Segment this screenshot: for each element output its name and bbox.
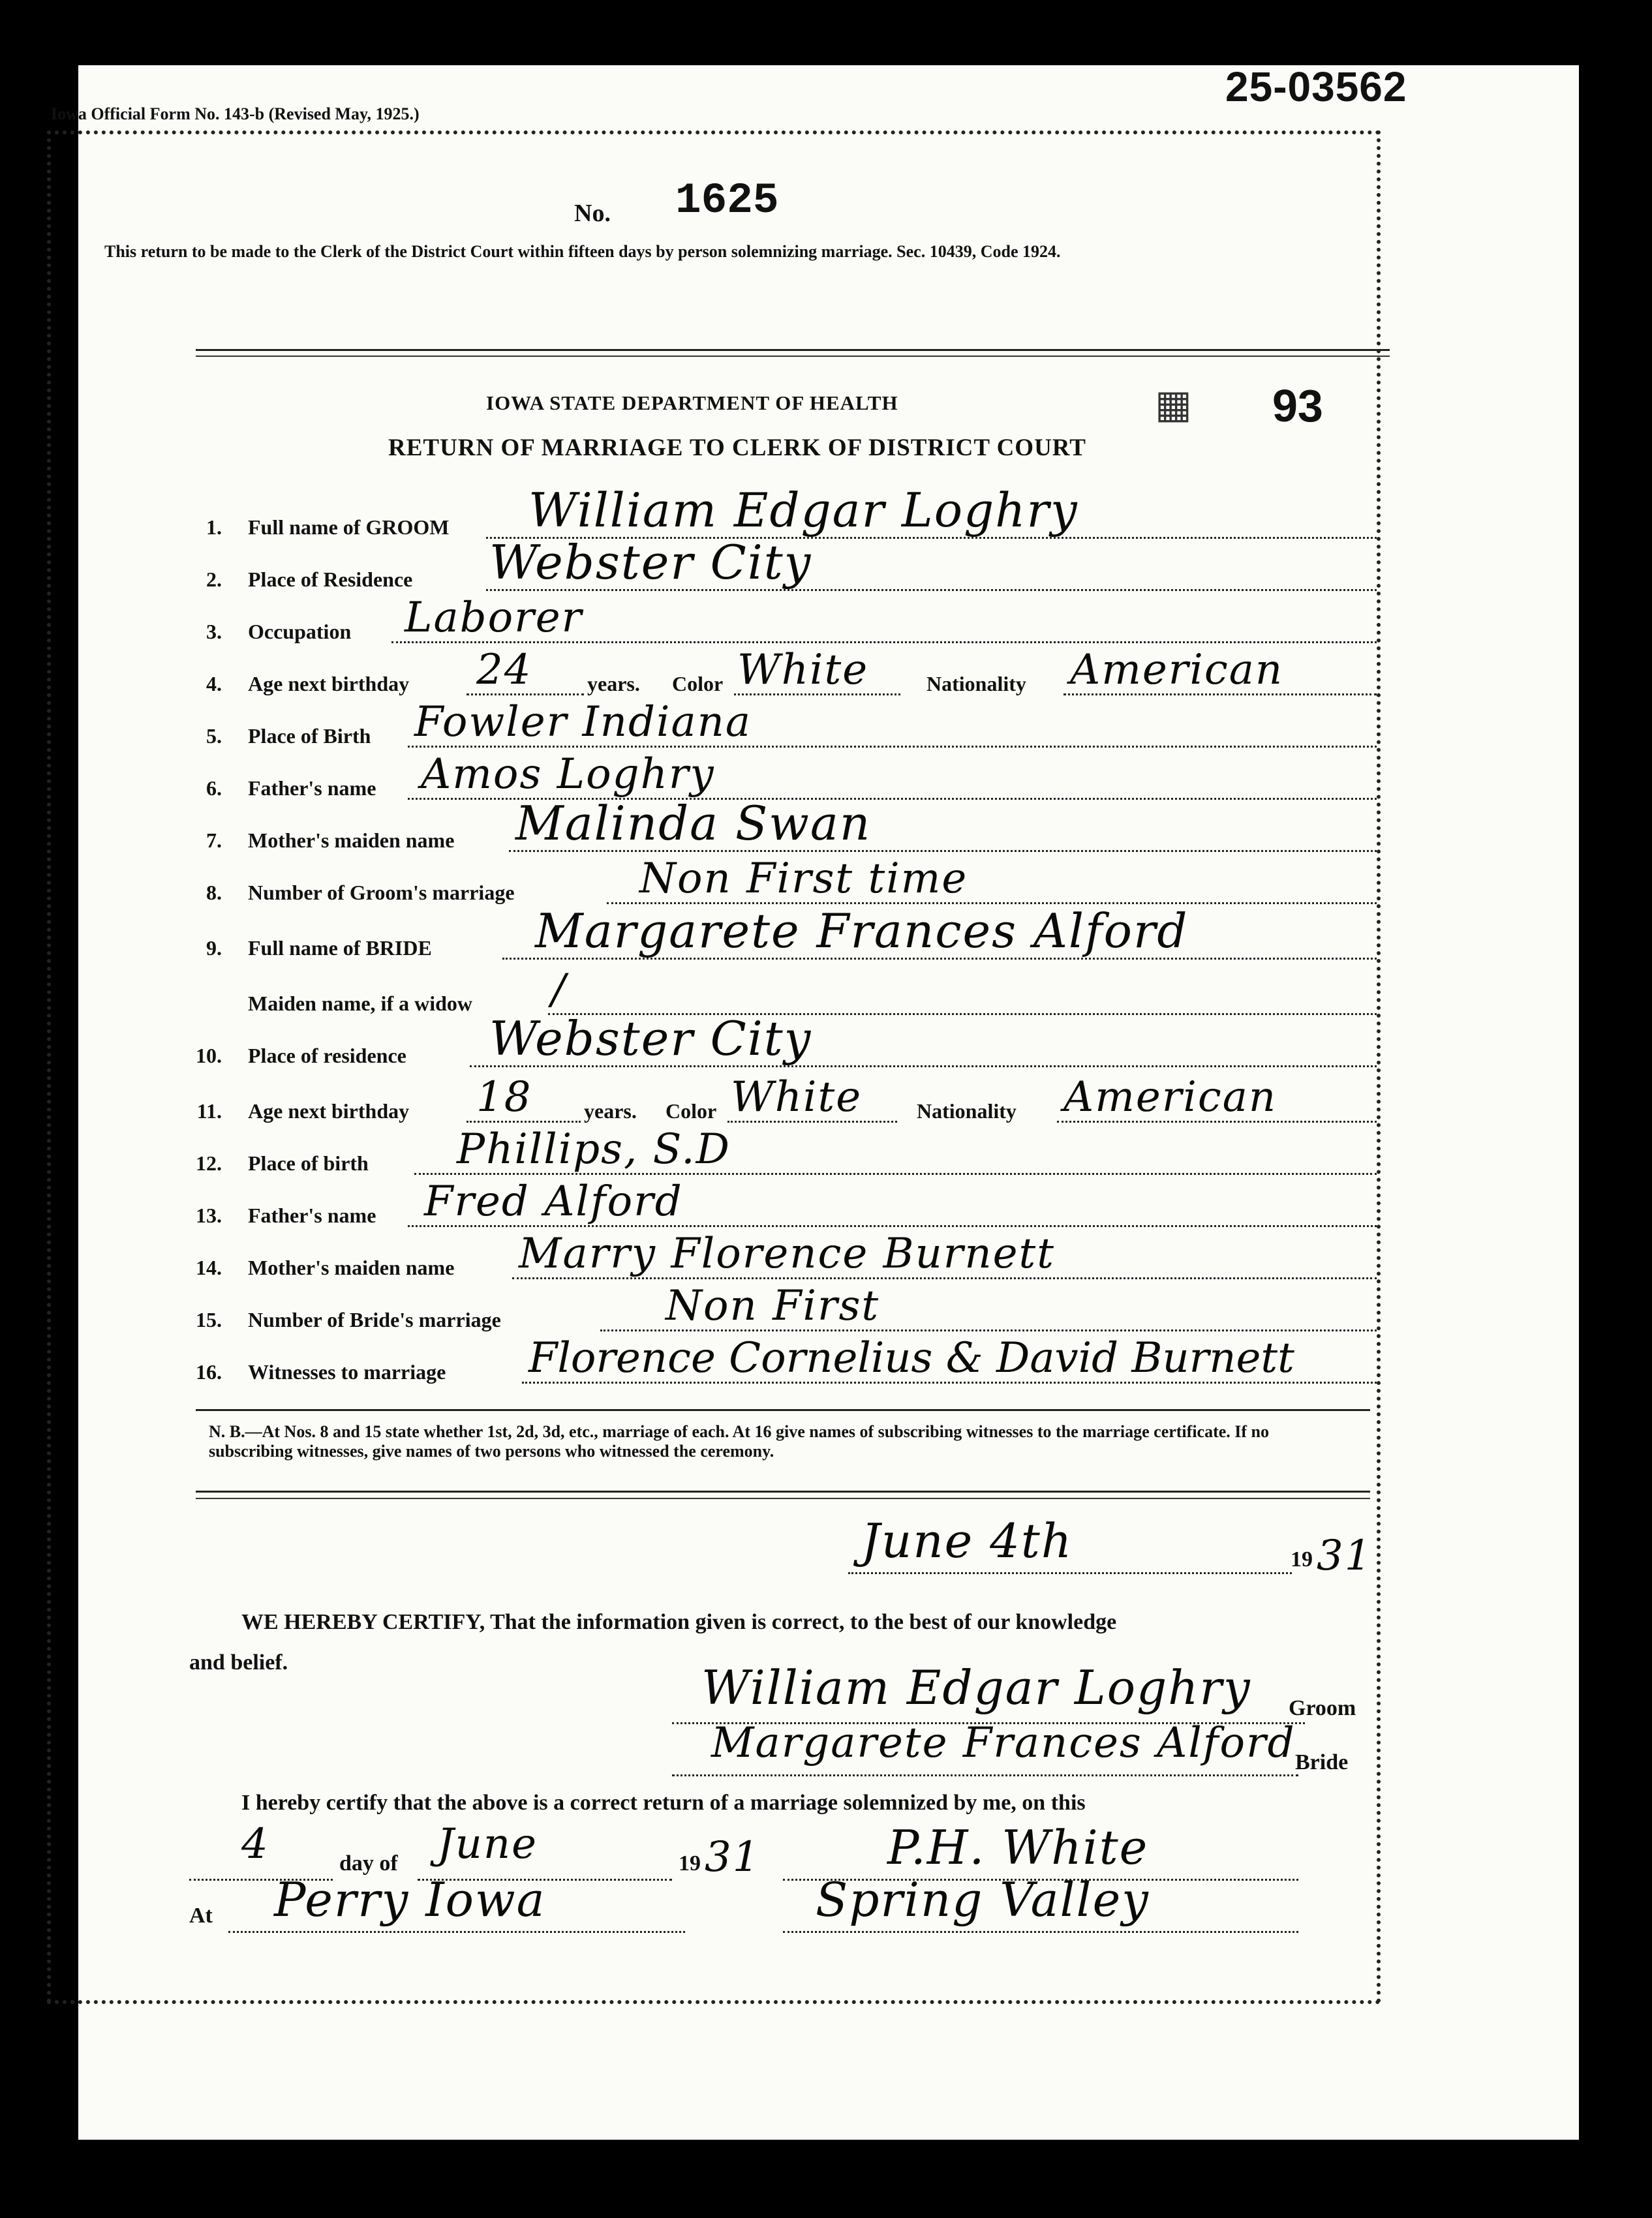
field-label: Maiden name, if a widow bbox=[248, 992, 472, 1015]
form-id: Iowa Official Form No. 143-b (Revised May, 1925.) bbox=[51, 104, 420, 123]
year-prefix: 19 bbox=[1291, 1547, 1313, 1572]
field-label: Place of birth bbox=[248, 1151, 369, 1175]
field-value: Margarete Frances Alford bbox=[535, 904, 1189, 958]
bride-signature: Margarete Frances Alford bbox=[711, 1719, 1296, 1767]
day-label: day of bbox=[339, 1851, 398, 1876]
nationality-label: Nationality bbox=[917, 1099, 1017, 1123]
field-label: Place of Residence bbox=[248, 568, 413, 591]
groom-color: White bbox=[737, 646, 869, 694]
field-value: Non First bbox=[665, 1282, 880, 1330]
month-value: June bbox=[437, 1820, 538, 1868]
field-number: 16. bbox=[196, 1360, 222, 1384]
groom-signature: William Edgar Loghry bbox=[701, 1660, 1251, 1715]
at-label: At bbox=[189, 1904, 213, 1928]
field-value: Webster City bbox=[489, 535, 812, 590]
field-label: Place of residence bbox=[248, 1044, 406, 1067]
divider bbox=[196, 356, 1390, 357]
place-value: Perry Iowa bbox=[274, 1872, 546, 1927]
officiant-signature: P.H. White bbox=[887, 1820, 1149, 1875]
year2-suffix: 31 bbox=[705, 1833, 761, 1881]
field-label: Number of Groom's marriage bbox=[248, 881, 515, 904]
field-value: Fowler Indiana bbox=[414, 698, 752, 746]
color-label: Color bbox=[665, 1099, 717, 1123]
field-value: Phillips, S.D bbox=[457, 1125, 731, 1174]
divider bbox=[196, 1409, 1370, 1411]
divider bbox=[196, 1491, 1370, 1493]
bride-label: Bride bbox=[1295, 1750, 1349, 1774]
field-value: Non First time bbox=[639, 855, 968, 903]
year2-prefix: 19 bbox=[679, 1851, 701, 1876]
groom-label: Groom bbox=[1289, 1696, 1356, 1720]
field-label: Occupation bbox=[248, 620, 352, 643]
date-line bbox=[848, 1572, 1292, 1574]
field-value: Laborer bbox=[405, 594, 583, 642]
field-value: Malinda Swan bbox=[515, 796, 872, 851]
field-label: Father's name bbox=[248, 776, 376, 800]
field-value: Amos Loghry bbox=[421, 750, 715, 798]
certify-statement: WE HEREBY CERTIFY, That the information given is correct, to the best of our knowledge bbox=[241, 1610, 1117, 1634]
years-label: years. bbox=[584, 1099, 637, 1123]
place2-value: Spring Valley bbox=[816, 1872, 1150, 1927]
field-groom-residence bbox=[189, 535, 1377, 601]
field-bride-birthplace bbox=[189, 1125, 1377, 1185]
certification-date: June 4th bbox=[861, 1513, 1073, 1568]
form-title: RETURN OF MARRIAGE TO CLERK OF DISTRICT COURT bbox=[388, 434, 1086, 461]
field-number: 5. bbox=[206, 724, 222, 748]
place2-line bbox=[783, 1931, 1298, 1933]
divider bbox=[196, 349, 1390, 351]
number-label: No. bbox=[574, 200, 611, 227]
bride-nationality: American bbox=[1063, 1073, 1277, 1121]
bride-color: White bbox=[731, 1073, 863, 1121]
field-number: 2. bbox=[206, 568, 222, 591]
number-value: 1625 bbox=[675, 176, 779, 225]
field-number: 4. bbox=[206, 672, 222, 695]
field-value: Fred Alford bbox=[424, 1177, 683, 1226]
stamp-number: 93 bbox=[1272, 380, 1323, 431]
stamp-mark: ▦ bbox=[1155, 383, 1192, 426]
field-value: Webster City bbox=[489, 1011, 812, 1066]
field-groom-age-color-nationality bbox=[189, 646, 1377, 706]
groom-nationality: American bbox=[1070, 646, 1284, 694]
divider bbox=[196, 1498, 1370, 1499]
nationality-label: Nationality bbox=[926, 672, 1026, 695]
field-witnesses bbox=[189, 1334, 1377, 1394]
filing-instructions: This return to be made to the Clerk of the District Court within fifteen days by person solemnizing marriage. Sec. 10439, Code 1924. bbox=[104, 242, 1061, 261]
signature-line bbox=[672, 1774, 1298, 1776]
field-bride-residence bbox=[189, 1011, 1377, 1078]
field-label: Place of Birth bbox=[248, 724, 371, 748]
field-label: Mother's maiden name bbox=[248, 1256, 455, 1279]
field-number: 6. bbox=[206, 776, 222, 800]
field-number: 15. bbox=[196, 1308, 222, 1331]
field-number: 11. bbox=[196, 1099, 222, 1123]
department-heading: IOWA STATE DEPARTMENT OF HEALTH bbox=[486, 391, 898, 414]
instructions-note: N. B.—At Nos. 8 and 15 state whether 1st, 2d, 3d, etc., marriage of each. At 16 give names of subscribing witnesses to the marriage certificate. If no subscribing witnesses, give names of two persons who witnessed the ceremony. bbox=[209, 1422, 1270, 1461]
bride-age: 18 bbox=[476, 1073, 532, 1121]
field-value: William Edgar Loghry bbox=[528, 483, 1078, 538]
place-line bbox=[228, 1931, 685, 1933]
field-label: Witnesses to marriage bbox=[248, 1360, 446, 1384]
field-bride-name bbox=[189, 904, 1377, 970]
field-value: Marry Florence Burnett bbox=[519, 1230, 1055, 1278]
field-label: Age next birthday bbox=[248, 1099, 410, 1123]
field-value: Florence Cornelius & David Burnett bbox=[528, 1334, 1294, 1382]
field-label: Father's name bbox=[248, 1204, 376, 1227]
years-label: years. bbox=[587, 672, 640, 695]
field-number: 9. bbox=[206, 936, 222, 960]
field-value: / bbox=[551, 965, 567, 1014]
field-number: 7. bbox=[206, 828, 222, 852]
field-number: 14. bbox=[196, 1256, 222, 1279]
field-number: 13. bbox=[196, 1204, 222, 1227]
field-label: Full name of BRIDE bbox=[248, 936, 432, 960]
groom-age: 24 bbox=[476, 646, 532, 694]
field-bride-age-color-nationality bbox=[189, 1073, 1377, 1133]
field-number: 8. bbox=[206, 881, 222, 904]
field-label: Mother's maiden name bbox=[248, 828, 455, 852]
officiant-statement: I hereby certify that the above is a correct return of a marriage solemnized by me, on this bbox=[241, 1791, 1086, 1815]
field-label: Full name of GROOM bbox=[248, 515, 450, 539]
field-label: Number of Bride's marriage bbox=[248, 1308, 501, 1331]
day-value: 4 bbox=[241, 1820, 269, 1868]
certificate-number: 25-03562 bbox=[1225, 63, 1407, 110]
field-groom-birthplace bbox=[189, 698, 1377, 758]
field-number: 1. bbox=[206, 515, 222, 539]
certify-statement-end: and belief. bbox=[189, 1650, 288, 1675]
field-number: 10. bbox=[196, 1044, 222, 1067]
color-label: Color bbox=[672, 672, 724, 695]
field-number: 12. bbox=[196, 1151, 222, 1175]
year-suffix: 31 bbox=[1317, 1532, 1373, 1580]
field-label: Age next birthday bbox=[248, 672, 410, 695]
field-number: 3. bbox=[206, 620, 222, 643]
